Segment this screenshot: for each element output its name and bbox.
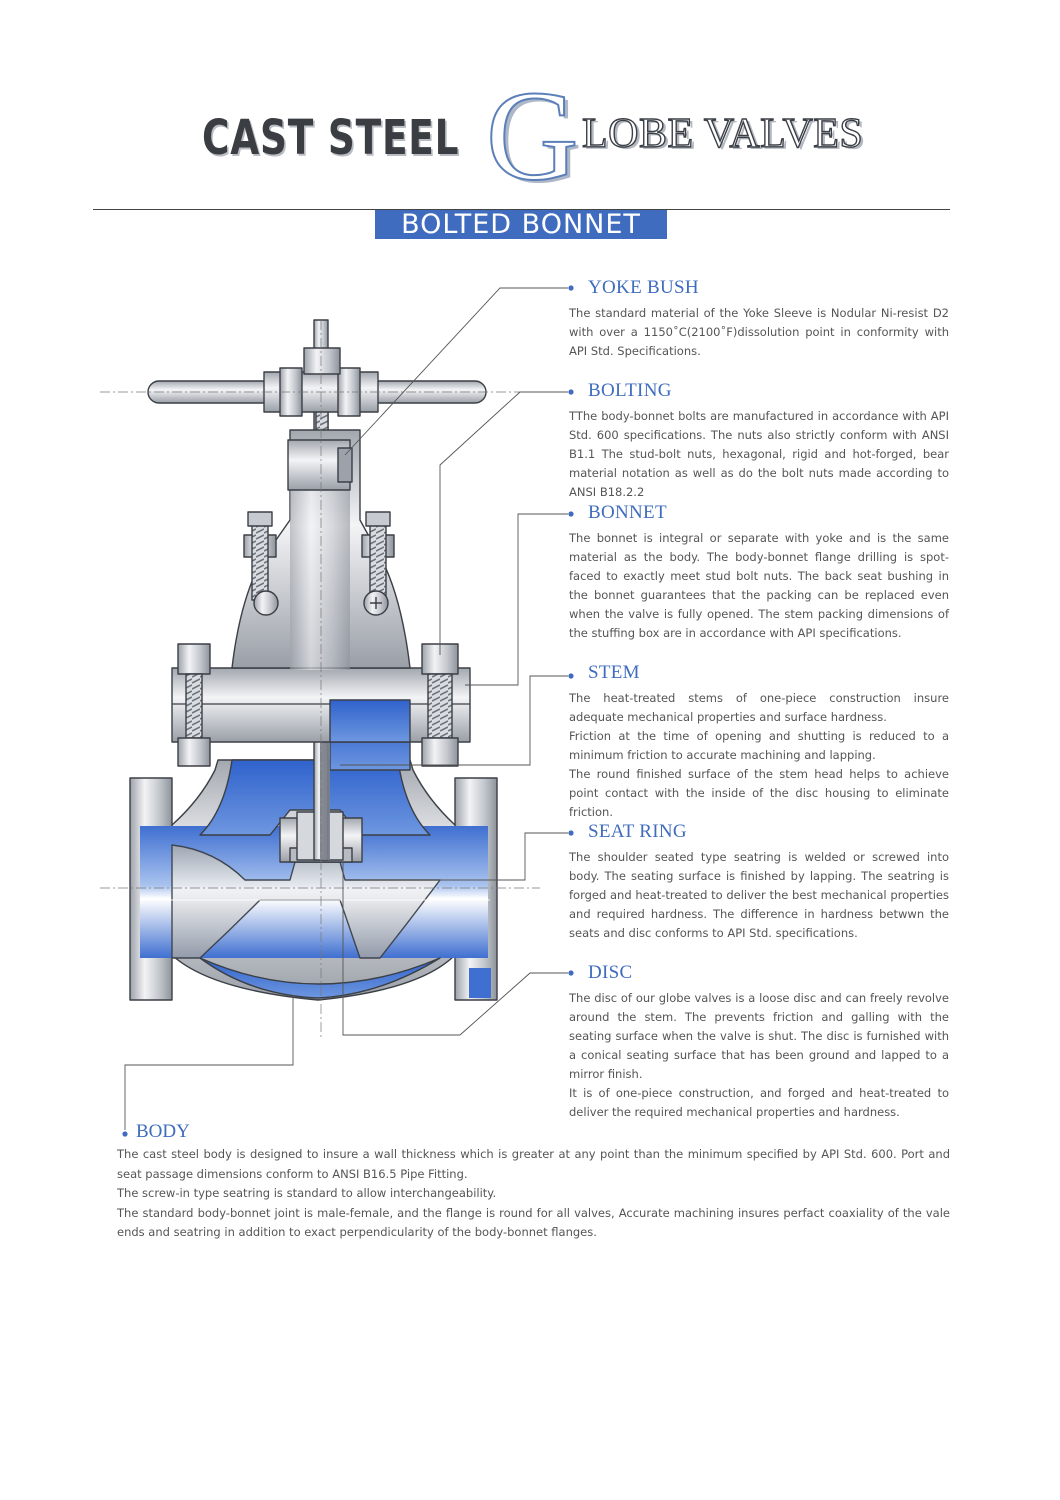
section-title: STEM	[588, 662, 640, 683]
gland-bolt-right	[370, 520, 386, 600]
section-title: DISC	[588, 962, 633, 983]
section-paragraph: The standard material of the Yoke Sleeve is Nodular Ni-resist D2 with over a 1150˚C(2100˚F)dissolution point in conformity with API Std. Specifications.	[569, 306, 949, 358]
right-nut-bottom	[422, 738, 458, 766]
section-paragraph: It is of one-piece construction, and forged and heat-treated to deliver the required mechanical properties and hardness.	[569, 1086, 949, 1119]
section-disc	[569, 962, 949, 1122]
section-paragraph: The cast steel body is designed to insure a wall thickness which is greater at any point than the minimum specified by API Std. 600. Port and seat passage dimensions conform to ANSI B16.5 Pipe Fitting.	[117, 1147, 950, 1181]
section-paragraph: The screw-in type seatring is standard to allow interchangeability.	[117, 1186, 497, 1200]
title-cast-steel: CAST STEEL	[202, 110, 460, 166]
section-title: BODY	[136, 1121, 190, 1142]
title-initial-g: G	[486, 65, 579, 207]
eye-bolt-pin-left	[254, 591, 278, 615]
section-seat-ring	[569, 821, 949, 943]
leader-body	[125, 995, 293, 1130]
left-nut-bottom	[178, 738, 210, 766]
section-paragraph: The round finished surface of the stem head helps to achieve point contact with the inside of the disc housing to eliminate friction.	[569, 767, 949, 819]
title-globe-valves: LOBE VALVES	[582, 111, 864, 157]
section-title: BOLTING	[588, 380, 672, 401]
section-paragraph: Friction at the time of opening and shutting is reduced to a minimum friction to accurate machining and lapping.	[569, 729, 949, 762]
left-stud-bolt	[186, 674, 202, 738]
left-nut-top	[178, 644, 210, 674]
section-paragraph: The shoulder seated type seatring is welded or screwed into body. The seating surface is finished by lapping. The seatring is forged and heat-treated to deliver the best mechanical properties and required hardness. The difference in hardness betwwn the seats and disc conforms to API Std. specifications.	[569, 850, 949, 940]
handwheel-nut	[304, 348, 340, 374]
section-title: YOKE BUSH	[588, 277, 699, 298]
leader-bonnet	[465, 514, 568, 685]
section-yoke-bush	[569, 277, 949, 361]
right-stud-bolt	[428, 674, 452, 738]
leader-bolting	[440, 392, 568, 655]
section-body	[117, 1121, 950, 1243]
valve-body-group	[100, 320, 540, 1040]
section-bolting	[569, 380, 949, 502]
section-title: SEAT RING	[588, 821, 687, 842]
bolted-bonnet-banner: BOLTED BONNET	[375, 210, 667, 239]
section-paragraph: The heat-treated stems of one-piece construction insure adequate mechanical properties and surface hardness.	[569, 691, 949, 724]
section-paragraph: The bonnet is integral or separate with yoke and is the same material as the body. The body-bonnet flange drilling is spot-faced to exactly meet stud bolt nuts. The back seat bushing in the bonnet guarantees that the packing can be replaced even when the valve is fully opened. The stem packing dimensions of the stuffing box are in accordance with API specifications.	[569, 531, 949, 640]
section-paragraph: The disc of our globe valves is a loose disc and can freely revolve around the stem. The prevents friction and galling with the seating surface when the valve is shut. The disc is furnished with a conical seating surface that has been ground and lapped to a mirror finish.	[569, 991, 949, 1081]
gland-bolt-left	[252, 520, 268, 600]
section-stem	[569, 662, 949, 822]
section-paragraph: TThe body-bonnet bolts are manufactured in accordance with API Std. 600 specifications. The nuts also strictly conform with ANSI B1.1 The stud-bolt nuts, hexagonal, rigid and hot-forged, bear material notation as well as do the bolt nuts made according to ANSI B18.2.2	[569, 409, 949, 499]
section-title: BONNET	[588, 502, 667, 523]
section-paragraph: The standard body-bonnet joint is male-female, and the flange is round for all valves, Accurate machining insures perfact coaxiality of the vale ends and seatring in addition to exact perpendicularity of the body-bonnet flanges.	[117, 1205, 950, 1239]
section-bonnet	[569, 502, 949, 643]
